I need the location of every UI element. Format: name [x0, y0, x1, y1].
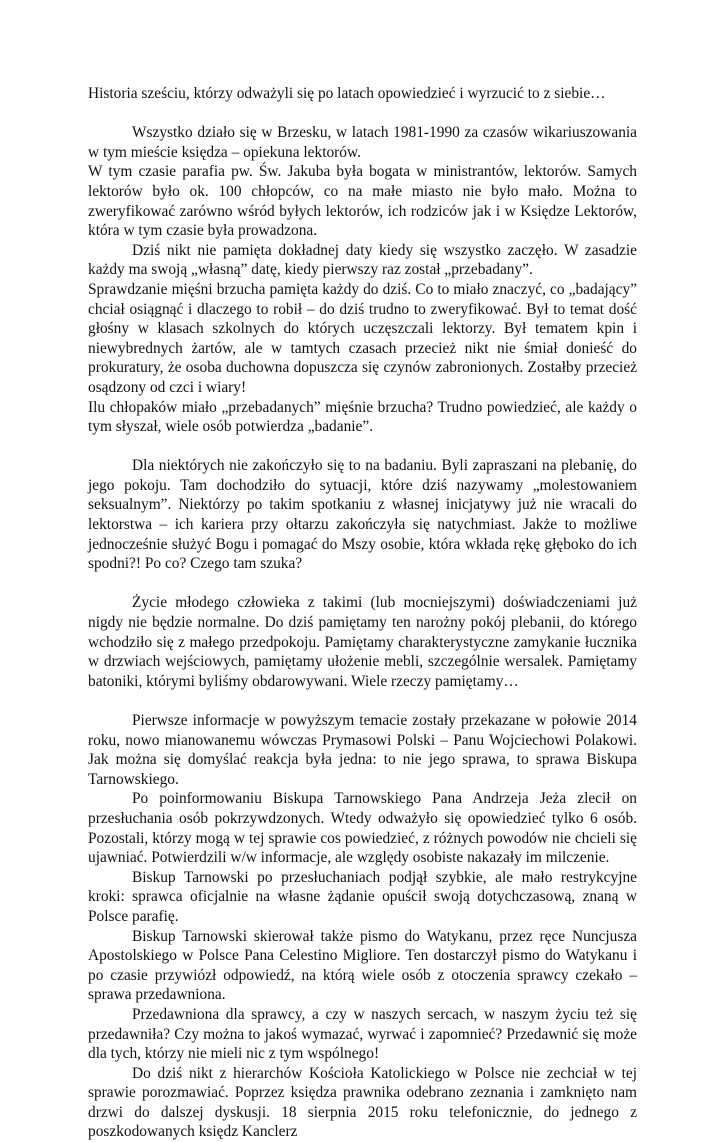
paragraph-3: Dziś nikt nie pamięta dokładnej daty kiedy się wszystko zaczęło. W zasadzie każdy ma swoją „własną” datę, kiedy pierwszy raz został „przebadany”.: [88, 241, 637, 279]
paragraph-8: Pierwsze informacje w powyższym temacie zostały przekazane w połowie 2014 roku, nowo mianowanemu wówczas Prymasowi Polski – Panu Wojciechowi Polakowi. Jak można się domyślać reakcja była jedna: to nie jego sprawa, to sprawa Biskupa Tarnowskiego.: [88, 712, 637, 788]
paragraph-2: W tym czasie parafia pw. Św. Jakuba była bogata w ministrantów, lektorów. Samych lektorów było ok. 100 chłopców, co na małe miasto nie było mało. Można to zweryfikować zarówno wśród byłych lektorów, ich rodziców jak i w Księdze Lektorów, która w tym czasie była prowadzona.: [88, 163, 637, 240]
spacer: [88, 437, 637, 457]
paragraph-5: Ilu chłopaków miało „przebadanych” mięśnie brzucha? Trudno powiedzieć, ale każdy o tym słyszał, wiele osób potwierdza „badanie”.: [88, 398, 637, 436]
paragraph-13: Do dziś nikt z hierarchów Kościoła Katolickiego w Polsce nie zechciał w tej sprawie porozmawiać. Poprzez księdza prawnika odebrano zeznania i zamknięto nam drzwi do dalszej dyskusji. 18 sierpnia 2015 roku telefonicznie, do jednego z poszkodowanych księdz Kanclerz: [88, 1064, 637, 1141]
intro-line: Historia sześciu, którzy odważyli się po latach opowiedzieć i wyrzucić to z siebie…: [88, 85, 606, 102]
paragraph-10: Biskup Tarnowski po przesłuchaniach podjął szybkie, ale mało restrykcyjne kroki: sprawca oficjalnie na własne żądanie opuścił swoją dotychczasową, znaną w Polsce parafię.: [88, 868, 637, 925]
paragraph-4: Sprawdzanie mięśni brzucha pamięta każdy do dziś. Co to miało znaczyć, co „badający” chciał osiągnąć i dlaczego to robił – do dziś trudno to zweryfikować. Był to temat dość głośny w klasach szkolnych do których uczęszczali lektorzy. Był tematem kpin i niewybrednych żartów, ale w tamtych czasach przecież nikt nie śmiał donieść do prokuratury, że osoba duchowna dopuszcza się czynów zabronionych. Zostałby przecież osądzony od czci i wiary!: [88, 280, 637, 396]
paragraph-9: Po poinformowaniu Biskupa Tarnowskiego Pana Andrzeja Jeża zlecił on przesłuchania osób pokrzywdzonych. Wtedy odważyło się opowiedzieć tylko 6 osób. Pozostali, którzy mogą w tej sprawie cos powiedzieć, z różnych powodów nie chcieli się ujawniać. Potwierdzili w/w informacje, ale względy osobiste nakazały im milczenie.: [88, 790, 637, 867]
spacer: [88, 691, 637, 711]
paragraph-11: Biskup Tarnowski skierował także pismo do Watykanu, przez ręce Nuncjusza Apostolskiego w Polsce Pana Celestino Migliore. Ten dostarczył pismo do Watykanu i po czasie przywiózł odpowiedź, na którą wiele osób z otoczenia sprawcy czekało – sprawa przedawniona.: [88, 927, 637, 1004]
paragraph-1: Wszystko działo się w Brzesku, w latach 1981-1990 za czasów wikariuszowania w tym mieście księdza – opiekuna lektorów.: [88, 124, 637, 161]
spacer: [88, 104, 637, 124]
paragraph-6: Dla niektórych nie zakończyło się to na badaniu. Byli zapraszani na plebanię, do jego pokoju. Tam dochodziło do sytuacji, które dziś nazywamy „molestowaniem seksualnym”. Niektórzy po takim spotkaniu z własnej inicjatywy już nie wracali do lektorstwa – ich kariera przy ołtarzu zakończyła się natychmiast. Jakże to możliwe jednocześnie służyć Bogu i pomagać do Mszy osobie, która wkłada rękę głęboko do ich spodni?! Po co? Czego tam szuka?: [88, 457, 637, 573]
paragraph-12: Przedawniona dla sprawcy, a czy w naszych sercach, w naszym życiu też się przedawniła? Czy można to jakoś wymazać, wyrwać i zapomnieć? Przedawnić się może dla tych, którzy nie mieli nic z tym wspólnego!: [88, 1005, 637, 1063]
spacer: [88, 574, 637, 594]
paragraph-7: Życie młodego człowieka z takimi (lub mocniejszymi) doświadczeniami już nigdy nie będzie normalne. Do dziś pamiętamy ten narożny pokój plebanii, do którego wchodziło się z małego przedpokoju. Pamiętamy charakterystyczne zamykanie łucznika w drzwiach wejściowych, pamiętamy ułożenie mebli, szczególnie wersalek. Pamiętamy batoniki, którymi byliśmy obdarowywani. Wiele rzeczy pamiętamy…: [88, 594, 637, 690]
